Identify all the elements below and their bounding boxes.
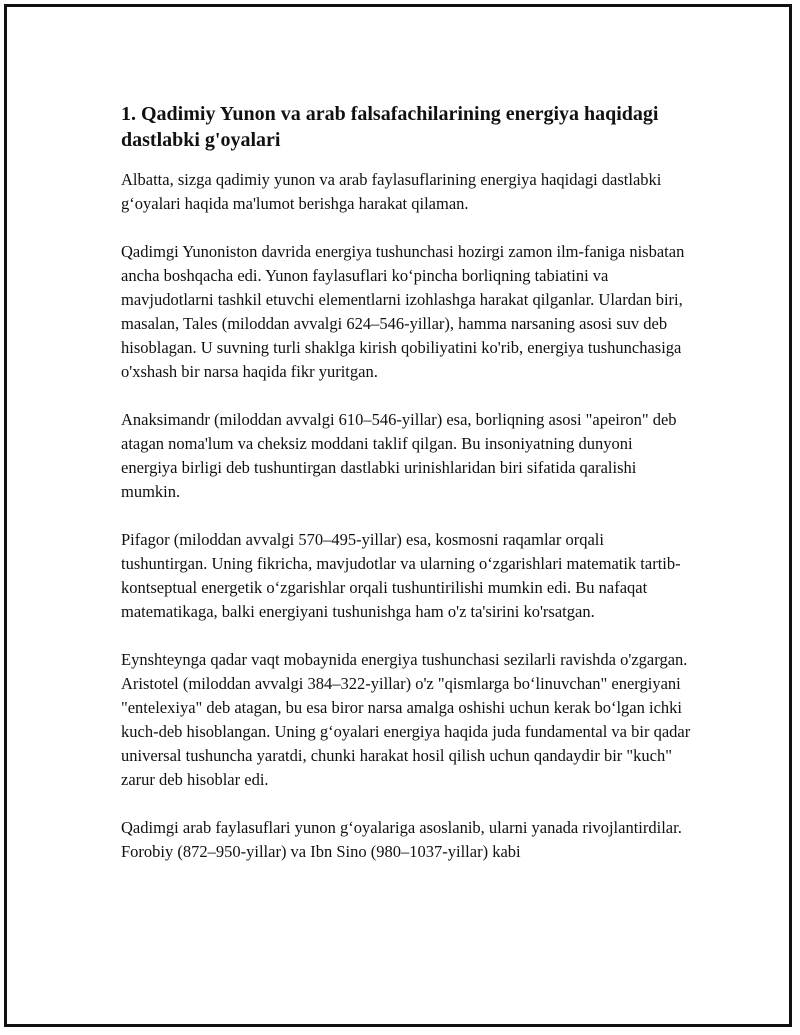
paragraph-aristotle: Eynshteynga qadar vaqt mobaynida energiya tushunchasi sezilarli ravishda o'zgargan. Aristotel (miloddan avvalgi 384–322-yillar) o'z "qismlarga bo‘linuvchan" energiyani "entelexiya" deb atagan, bu esa biror narsa amalga oshishi uchun kerak bo‘lgan ichki kuch-deb hisoblangan. Uning g‘oyalari energiya haqida juda fundamental va bir qadar universal tushuncha yaratdi, chunki harakat hosil qilish uchun qandaydir bir "kuch" zarur deb hisoblar edi. (121, 650, 691, 789)
page-border (4, 4, 792, 1027)
paragraph-anaximander: Anaksimandr (miloddan avvalgi 610–546-yillar) esa, borliqning asosi "apeiron" deb atagan noma'lum va cheksiz moddani taklif qilgan. Bu insoniyatning dunyoni energiya birligi deb tushuntirgan dastlabki urinishlaridan biri sifatida qaralishi mumkin. (121, 410, 677, 501)
paragraph-arab-philosophers: Qadimgi arab faylasuflari yunon g‘oyalariga asoslanib, ularni yanada rivojlantirdilar. Forobiy (872–950-yillar) va Ibn Sino (980–1037-yillar) kabi (121, 818, 682, 861)
paragraph-pythagoras: Pifagor (miloddan avvalgi 570–495-yillar) esa, kosmosni raqamlar orqali tushuntirgan. Uning fikricha, mavjudotlar va ularning o‘zgarishlari matematik tartib-kontseptual energetik o‘zgarishlar orqali tushuntirilishi mumkin edi. Bu nafaqat matematikaga, balki energiyani tushunishga ham o'z ta'sirini ko'rsatgan. (121, 530, 681, 621)
section-heading: 1. Qadimiy Yunon va arab falsafachilarining energiya haqidagi dastlabki g'oyalari (121, 103, 659, 151)
paragraph-intro: Albatta, sizga qadimiy yunon va arab faylasuflarining energiya haqidagi dastlabki g‘oyalari haqida ma'lumot berishga harakat qilaman. (121, 170, 662, 213)
document-body (121, 101, 691, 888)
paragraph-greece-tales: Qadimgi Yunoniston davrida energiya tushunchasi hozirgi zamon ilm-faniga nisbatan ancha boshqacha edi. Yunon faylasuflari ko‘pincha borliqning tabiatini va mavjudotlarni tashkil etuvchi elementlarni izohlashga harakat qilganlar. Ulardan biri, masalan, Tales (miloddan avvalgi 624–546-yillar), hamma narsaning asosi suv deb hisoblagan. U suvning turli shaklga kirish qobiliyatini ko'rib, energiya tushunchasiga o'xshash bir narsa haqida fikr yuritgan. (121, 242, 685, 381)
